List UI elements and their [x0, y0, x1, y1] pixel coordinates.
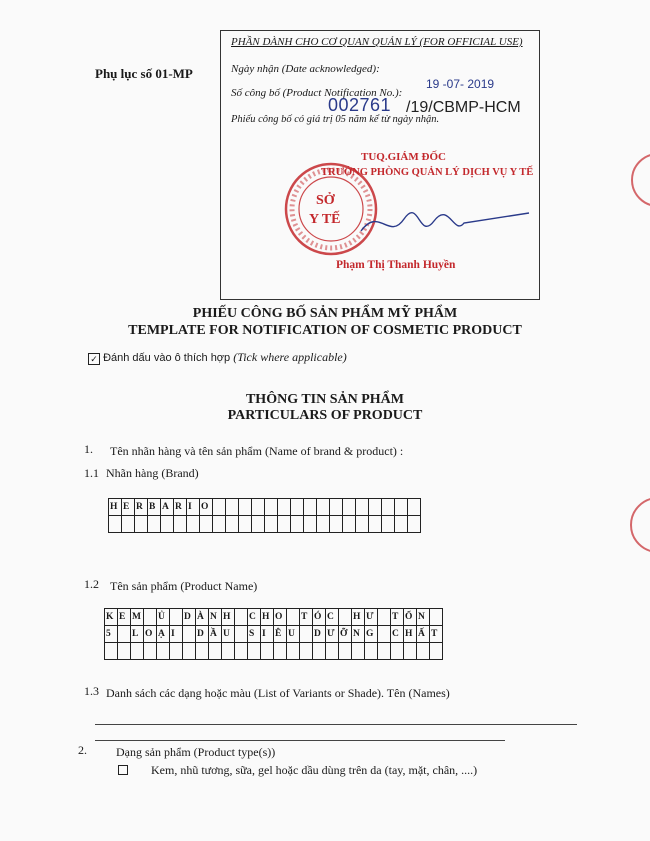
brand-grid — [108, 498, 421, 533]
grid-cell: D — [196, 626, 209, 643]
grid-cell: H — [404, 626, 417, 643]
grid-cell — [395, 499, 408, 516]
grid-cell: I — [170, 626, 183, 643]
form-title-en: TEMPLATE FOR NOTIFICATION OF COSMETIC PRODUCT — [128, 323, 522, 338]
stamp-title-line2: TRƯỞNG PHÒNG QUẢN LÝ DỊCH VỤ Y TẾ — [321, 167, 534, 178]
grid-cell — [300, 643, 313, 660]
grid-cell — [330, 499, 343, 516]
grid-cell — [144, 609, 157, 626]
signature-icon — [359, 201, 534, 246]
grid-cell — [109, 516, 122, 533]
brand-grid-row — [109, 499, 421, 516]
grid-cell — [213, 516, 226, 533]
grid-cell — [187, 516, 200, 533]
grid-cell — [313, 643, 326, 660]
product-type-option-label: Kem, nhũ tương, sữa, gel hoặc dầu dùng trên da (tay, mặt, chân, ....) — [151, 763, 478, 777]
product-type-option — [118, 763, 477, 778]
grid-cell — [378, 609, 391, 626]
grid-cell: U — [287, 626, 300, 643]
grid-cell: 5 — [105, 626, 118, 643]
grid-cell: H — [222, 609, 235, 626]
grid-cell — [248, 643, 261, 660]
grid-cell — [157, 643, 170, 660]
grid-cell — [252, 499, 265, 516]
grid-cell — [261, 643, 274, 660]
official-use-box — [220, 30, 540, 300]
seal-line2: Y TẾ — [309, 212, 341, 227]
grid-cell — [135, 516, 148, 533]
grid-cell: N — [352, 626, 365, 643]
grid-cell: C — [391, 626, 404, 643]
product-name-grid — [104, 608, 443, 660]
grid-cell: Ê — [274, 626, 287, 643]
product-grid-row — [105, 626, 443, 643]
grid-cell — [235, 643, 248, 660]
grid-cell: O — [200, 499, 213, 516]
brand-grid-row — [109, 516, 421, 533]
grid-cell — [382, 516, 395, 533]
edge-seal-icon — [628, 150, 650, 210]
grid-cell — [183, 643, 196, 660]
grid-cell: À — [196, 609, 209, 626]
grid-cell — [174, 516, 187, 533]
grid-cell: B — [148, 499, 161, 516]
grid-cell — [356, 499, 369, 516]
grid-cell — [343, 499, 356, 516]
grid-cell — [395, 516, 408, 533]
grid-cell: Ư — [326, 626, 339, 643]
grid-cell: Ủ — [157, 609, 170, 626]
grid-cell: N — [417, 609, 430, 626]
grid-cell — [118, 626, 131, 643]
grid-cell — [317, 499, 330, 516]
grid-cell — [235, 609, 248, 626]
grid-cell: C — [248, 609, 261, 626]
grid-cell: M — [131, 609, 144, 626]
grid-cell — [161, 516, 174, 533]
grid-cell — [339, 643, 352, 660]
seal-line1: SỞ — [316, 193, 335, 208]
grid-cell — [430, 643, 443, 660]
grid-cell — [369, 499, 382, 516]
section-title-en: PARTICULARS OF PRODUCT — [227, 408, 423, 423]
grid-cell — [122, 516, 135, 533]
grid-cell — [170, 609, 183, 626]
item2-label: Dạng sản phẩm (Product type(s)) — [116, 745, 276, 759]
checkbox-icon[interactable] — [118, 765, 128, 775]
grid-cell: D — [183, 609, 196, 626]
grid-cell — [213, 499, 226, 516]
form-title-vi: PHIẾU CÔNG BỐ SẢN PHẨM MỸ PHẨM — [192, 306, 458, 321]
validity-note: Phiếu công bố có giá trị 05 năm kể từ ngày nhận. — [231, 114, 440, 125]
grid-cell — [291, 499, 304, 516]
grid-cell — [404, 643, 417, 660]
grid-cell — [183, 626, 196, 643]
grid-cell — [287, 609, 300, 626]
grid-cell — [391, 643, 404, 660]
grid-cell — [222, 643, 235, 660]
grid-cell: I — [261, 626, 274, 643]
item1-1-number: 1.1 — [84, 466, 99, 480]
grid-cell: T — [391, 609, 404, 626]
grid-cell — [382, 499, 395, 516]
notification-suffix: /19/CBMP-HCM — [406, 99, 521, 116]
item1-1-label: Nhãn hàng (Brand) — [106, 466, 199, 480]
grid-cell — [265, 499, 278, 516]
grid-cell — [304, 499, 317, 516]
grid-cell: T — [300, 609, 313, 626]
grid-cell: E — [118, 609, 131, 626]
variants-line — [95, 740, 505, 741]
product-grid-row — [105, 643, 443, 660]
grid-cell: Ư — [365, 609, 378, 626]
grid-cell — [196, 643, 209, 660]
stamp-title-line1: TUQ.GIÁM ĐỐC — [361, 151, 446, 163]
item2-number: 2. — [78, 743, 87, 757]
date-acknowledged-label: Ngày nhận (Date acknowledged): — [231, 63, 380, 75]
grid-cell — [239, 516, 252, 533]
grid-cell: K — [105, 609, 118, 626]
grid-cell — [408, 516, 421, 533]
grid-cell: C — [326, 609, 339, 626]
item1-3-label: Danh sách các dạng hoặc màu (List of Variants or Shade). Tên (Names) — [106, 686, 450, 700]
grid-cell: H — [352, 609, 365, 626]
grid-cell: R — [135, 499, 148, 516]
grid-cell — [278, 516, 291, 533]
grid-cell — [343, 516, 356, 533]
grid-cell: D — [313, 626, 326, 643]
appendix-label: Phụ lục số 01-MP — [95, 66, 193, 81]
grid-cell — [317, 516, 330, 533]
grid-cell — [365, 643, 378, 660]
grid-cell: Ầ — [209, 626, 222, 643]
notification-number: 002761 — [328, 95, 392, 115]
grid-cell — [131, 643, 144, 660]
grid-cell: O — [144, 626, 157, 643]
item1-2-number: 1.2 — [84, 577, 99, 591]
tick-instruction-en: (Tick where applicable) — [233, 350, 347, 364]
official-use-header: PHẦN DÀNH CHO CƠ QUAN QUẢN LÝ (FOR OFFICIAL USE) — [231, 36, 523, 48]
item1-3-number: 1.3 — [84, 684, 99, 698]
edge-seal-icon — [626, 495, 650, 555]
grid-cell: R — [174, 499, 187, 516]
grid-cell — [105, 643, 118, 660]
grid-cell: O — [274, 609, 287, 626]
grid-cell — [378, 626, 391, 643]
grid-cell: G — [365, 626, 378, 643]
grid-cell — [170, 643, 183, 660]
grid-cell: Ỡ — [339, 626, 352, 643]
variants-line — [95, 724, 577, 725]
grid-cell — [278, 499, 291, 516]
grid-cell — [235, 626, 248, 643]
grid-cell — [239, 499, 252, 516]
grid-cell — [304, 516, 317, 533]
grid-cell: S — [248, 626, 261, 643]
grid-cell: N — [209, 609, 222, 626]
grid-cell: Ạ — [157, 626, 170, 643]
grid-cell — [330, 516, 343, 533]
grid-cell — [326, 643, 339, 660]
item1-2-label: Tên sản phẩm (Product Name) — [110, 579, 258, 593]
grid-cell — [369, 516, 382, 533]
product-grid-row — [105, 609, 443, 626]
grid-cell: A — [161, 499, 174, 516]
grid-cell — [417, 643, 430, 660]
grid-cell: H — [261, 609, 274, 626]
grid-cell: Ổ — [404, 609, 417, 626]
grid-cell — [287, 643, 300, 660]
grid-cell: E — [122, 499, 135, 516]
checked-checkbox-icon: ✓ — [88, 353, 100, 365]
tick-instruction-vi: Đánh dấu vào ô thích hợp — [103, 352, 231, 364]
grid-cell — [252, 516, 265, 533]
grid-cell: L — [131, 626, 144, 643]
tick-instruction — [88, 350, 347, 365]
grid-cell — [226, 516, 239, 533]
notification-number-label: Số công bố (Product Notification No.): — [231, 87, 403, 99]
grid-cell — [118, 643, 131, 660]
grid-cell — [300, 626, 313, 643]
section-title-vi: THÔNG TIN SẢN PHẨM — [245, 392, 405, 407]
grid-cell — [209, 643, 222, 660]
grid-cell — [226, 499, 239, 516]
grid-cell: I — [187, 499, 200, 516]
date-acknowledged-value: 19 -07- 2019 — [426, 77, 495, 91]
grid-cell: T — [430, 626, 443, 643]
grid-cell: Ấ — [417, 626, 430, 643]
item1-label: Tên nhãn hàng và tên sản phẩm (Name of brand & product) : — [110, 444, 404, 458]
grid-cell — [200, 516, 213, 533]
grid-cell — [430, 609, 443, 626]
signer-name: Phạm Thị Thanh Huyền — [336, 259, 456, 271]
grid-cell: Ó — [313, 609, 326, 626]
grid-cell — [144, 643, 157, 660]
grid-cell — [378, 643, 391, 660]
item1-number: 1. — [84, 442, 93, 456]
grid-cell — [352, 643, 365, 660]
grid-cell — [356, 516, 369, 533]
grid-cell — [291, 516, 304, 533]
grid-cell: U — [222, 626, 235, 643]
grid-cell — [339, 609, 352, 626]
grid-cell — [408, 499, 421, 516]
grid-cell: H — [109, 499, 122, 516]
grid-cell — [274, 643, 287, 660]
grid-cell — [265, 516, 278, 533]
grid-cell — [148, 516, 161, 533]
